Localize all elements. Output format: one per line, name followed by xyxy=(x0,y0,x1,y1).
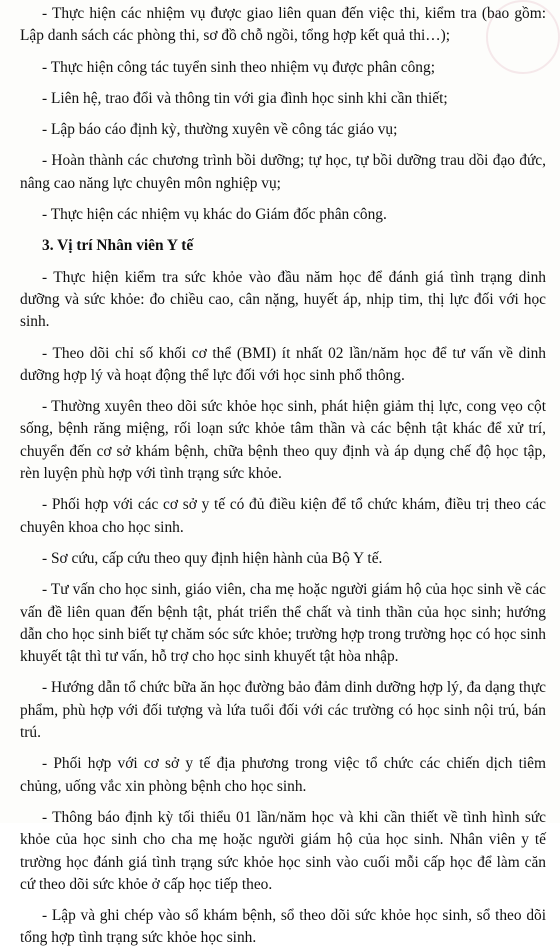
paragraph-family-contact: - Liên hệ, trao đổi và thông tin với gia đình học sinh khi cần thiết; xyxy=(42,89,448,107)
paragraph-health-reporting: - Thông báo định kỳ tối thiểu 01 lần/năm học và khi cần thiết về tình hình sức khỏe của học sinh cho cha mẹ hoặc người giám hộ của học sinh. Nhân viên y tế trường học đánh giá tình trạng sức khỏe học sinh vào cuối mỗi cấp học để làm căn cứ theo dõi sức khỏe ở cấp học tiếp theo. xyxy=(20,808,546,893)
paragraph-training: - Hoàn thành các chương trình bồi dưỡng; tự học, tự bồi dưỡng trau dồi đạo đức, nâng cao năng lực chuyên môn nghiệp vụ; xyxy=(20,152,546,192)
paragraph-health-monitoring: - Thường xuyên theo dõi sức khỏe học sinh, phát hiện giảm thị lực, cong vẹo cột sống, bệnh răng miệng, rối loạn sức khỏe tâm thần và các bệnh tật khác để xử trí, chuyển đến cơ sở khám bệnh, chữa bệnh theo quy định và áp dụng chế độ học tập, rèn luyện phù hợp với tình trạng sức khỏe. xyxy=(20,398,546,483)
paragraph-exam-duties: - Thực hiện các nhiệm vụ được giao liên quan đến việc thi, kiểm tra (bao gồm: Lập danh sách các phòng thi, sơ đồ chỗ ngồi, tổng hợp kết quả thi…); xyxy=(20,5,546,45)
paragraph-first-aid: - Sơ cứu, cấp cứu theo quy định hiện hành của Bộ Y tế. xyxy=(42,549,383,567)
paragraph-record-keeping: - Lập và ghi chép vào sổ khám bệnh, sổ theo dõi sức khỏe học sinh, sổ theo dõi tổng hợp tình trạng sức khỏe học sinh. xyxy=(20,907,546,947)
paragraph-enrollment: - Thực hiện công tác tuyển sinh theo nhiệm vụ được phân công; xyxy=(42,58,435,76)
paragraph-reports: - Lập báo cáo định kỳ, thường xuyên về công tác giáo vụ; xyxy=(42,121,398,139)
paragraph-health-check: - Thực hiện kiểm tra sức khỏe vào đầu năm học để đánh giá tình trạng dinh dưỡng và sức khỏe: đo chiều cao, cân nặng, huyết áp, nhịp tim, thị lực đối với học sinh. xyxy=(20,268,546,331)
paragraph-vaccination: - Phối hợp với cơ sở y tế địa phương trong việc tổ chức các chiến dịch tiêm chủng, uống vắc xin phòng bệnh cho học sinh. xyxy=(20,755,546,795)
section-heading: 3. Vị trí Nhân viên Y tế xyxy=(42,237,194,255)
paragraph-bmi: - Theo dõi chỉ số khối cơ thể (BMI) ít nhất 02 lần/năm học để tư vấn về dinh dưỡng hợp lý và hoạt động thể lực đối với học sinh phổ thông. xyxy=(20,344,546,384)
paragraph-school-meals: - Hướng dẫn tổ chức bữa ăn học đường bảo đảm dinh dưỡng hợp lý, đa dạng thực phẩm, phù hợp với đối tượng và lứa tuổi đối với các trường có học sinh nội trú, bán trú. xyxy=(20,679,546,742)
paragraph-counseling: - Tư vấn cho học sinh, giáo viên, cha mẹ hoặc người giám hộ của học sinh về các vấn đề liên quan đến bệnh tật, phát triển thể chất và tinh thần của học sinh; hướng dẫn cho học sinh biết tự chăm sóc sức khỏe; trường hợp trong trường học có học sinh khuyết tật thì tư vấn, hỗ trợ cho học sinh khuyết tật hòa nhập. xyxy=(20,581,546,666)
paragraph-medical-coordination: - Phối hợp với các cơ sở y tế có đủ điều kiện để tổ chức khám, điều trị theo các chuyên khoa cho học sinh. xyxy=(20,496,546,536)
paragraph-other-duties: - Thực hiện các nhiệm vụ khác do Giám đốc phân công. xyxy=(42,206,387,224)
